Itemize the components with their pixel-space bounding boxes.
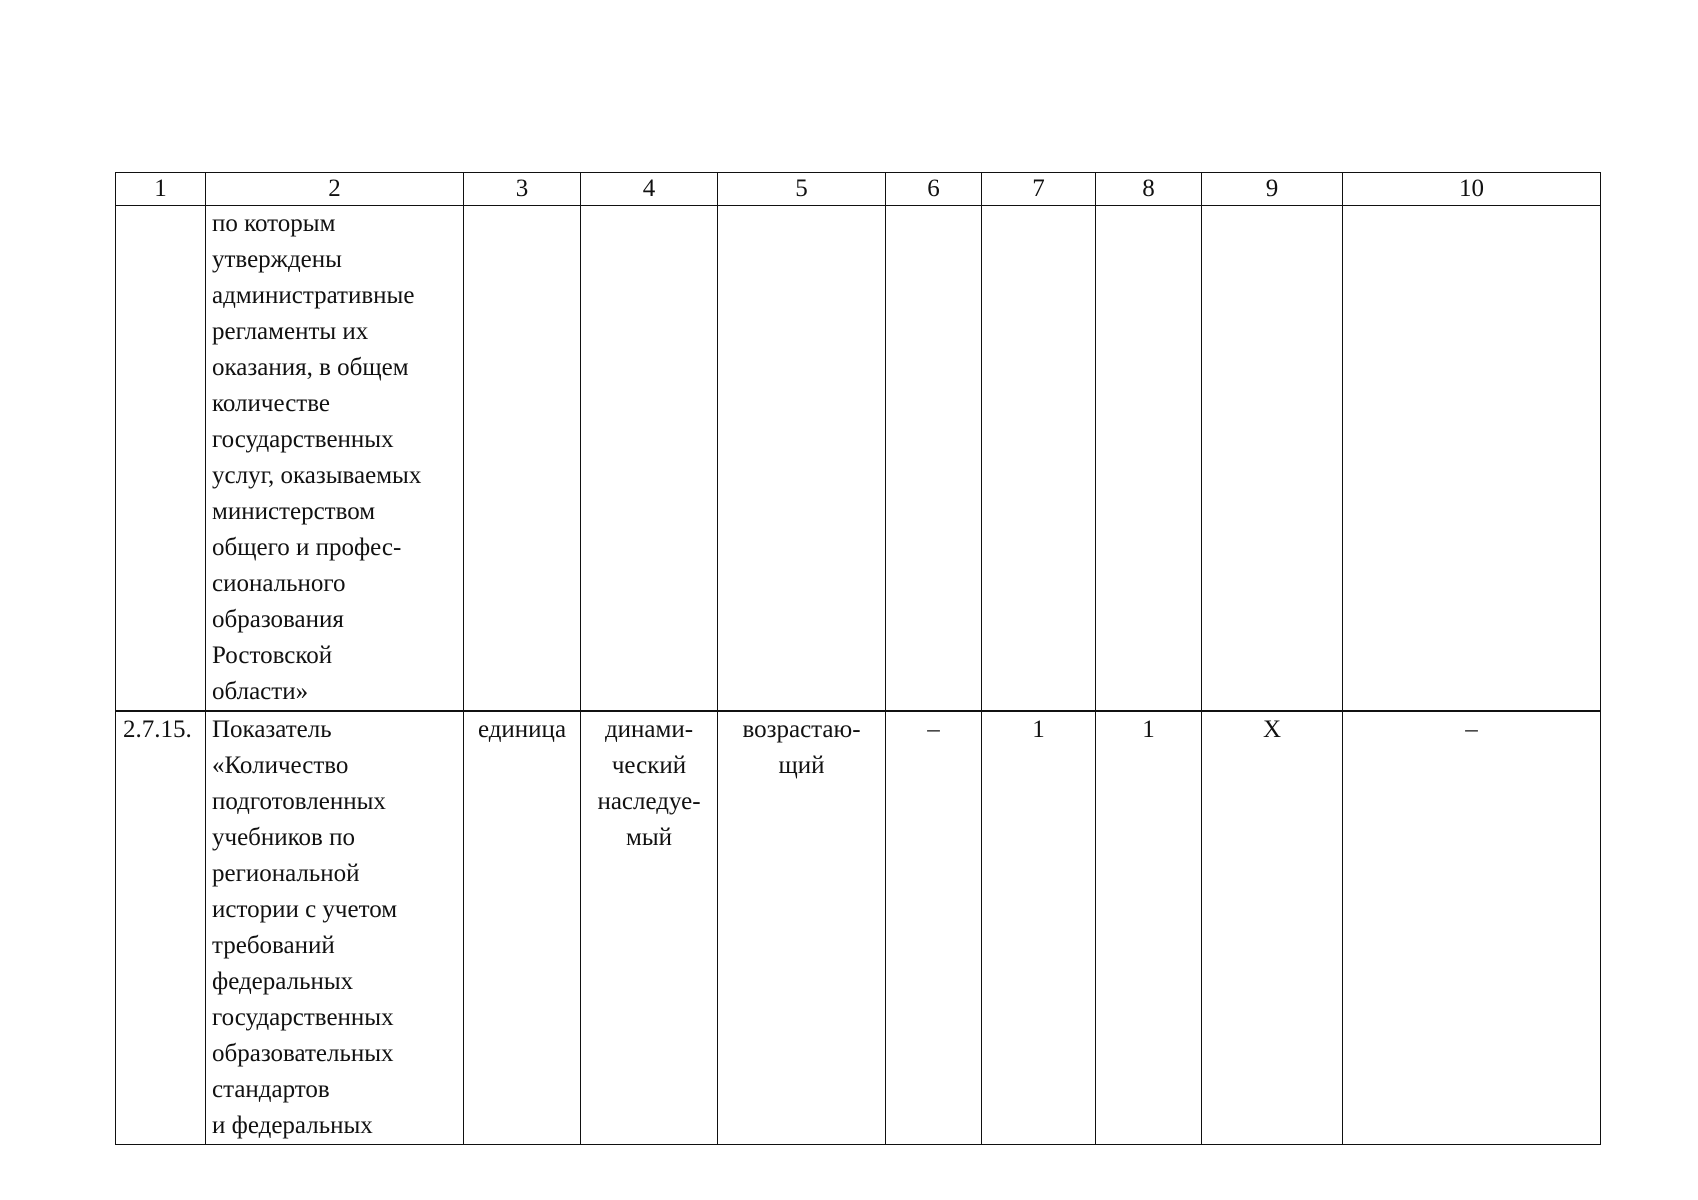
cell-col-9	[1202, 206, 1343, 712]
cell-text: Показатель «Количество подготовленных учебников по региональной истории с учетом требований федеральных государственных образовательных стандартов и федеральных	[212, 716, 398, 1139]
cell-text: 1	[1032, 716, 1045, 743]
cell-text: единица	[477, 716, 567, 743]
header-col-1: 1	[116, 173, 206, 206]
header-col-5: 5	[718, 173, 886, 206]
table-row	[116, 711, 1601, 1145]
header-row	[116, 173, 1601, 206]
cell-text: 2.7.15.	[123, 716, 192, 743]
cell-col-7	[982, 206, 1096, 712]
cell-col-5	[718, 206, 886, 712]
cell-text: –	[927, 716, 940, 743]
cell-text: возрастаю- щий	[742, 716, 861, 779]
table-row	[116, 206, 1601, 712]
cell-col-9	[1202, 711, 1343, 1145]
header-col-9: 9	[1202, 173, 1343, 206]
cell-col-8	[1096, 711, 1202, 1145]
cell-col-6	[886, 711, 982, 1145]
cell-col-4	[581, 206, 718, 712]
cell-unit	[464, 206, 581, 712]
cell-text: по которым утверждены административные регламенты их оказания, в общем количестве государственных услуг, оказываемых министерством общего и профес- сионального образования Ростовской области»	[212, 210, 422, 705]
cell-text: 1	[1142, 716, 1155, 743]
cell-col-7	[982, 711, 1096, 1145]
cell-indicator-name	[206, 711, 464, 1145]
header-col-3: 3	[464, 173, 581, 206]
header-col-10: 10	[1343, 173, 1601, 206]
header-col-7: 7	[982, 173, 1096, 206]
cell-col-4	[581, 711, 718, 1145]
cell-col-6	[886, 206, 982, 712]
cell-col-10	[1343, 711, 1601, 1145]
cell-col-5	[718, 711, 886, 1145]
header-col-4: 4	[581, 173, 718, 206]
indicator-table	[115, 172, 1601, 1145]
cell-col-10	[1343, 206, 1601, 712]
cell-text: динами- ческий наследуе- мый	[597, 716, 701, 851]
cell-col-8	[1096, 206, 1202, 712]
cell-text: Х	[1262, 716, 1282, 743]
header-col-8: 8	[1096, 173, 1202, 206]
header-col-6: 6	[886, 173, 982, 206]
cell-number	[116, 206, 206, 712]
cell-indicator-name	[206, 206, 464, 712]
cell-unit	[464, 711, 581, 1145]
header-col-2: 2	[206, 173, 464, 206]
cell-text: –	[1465, 716, 1478, 743]
cell-number	[116, 711, 206, 1145]
